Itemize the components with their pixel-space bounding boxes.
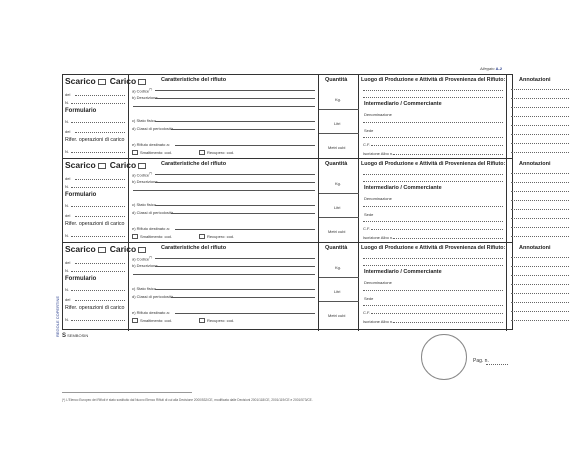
litri-field[interactable] <box>319 301 359 302</box>
iscrizione-field[interactable] <box>393 154 503 155</box>
descrizione-label: b) Descrizione <box>132 95 158 100</box>
litri-field[interactable] <box>319 217 359 218</box>
rifer-n-field[interactable] <box>71 152 125 153</box>
annotazioni-line[interactable] <box>511 173 569 174</box>
annotazioni-line[interactable] <box>511 89 569 90</box>
formulario-del-field[interactable] <box>75 300 125 301</box>
luogo-title: Luogo di Produzione e Attività di Provenienza del Rifiuto: <box>361 77 506 83</box>
destinato-label: e) Rifiuto destinato a: <box>132 226 170 231</box>
denominazione-field[interactable] <box>363 122 503 123</box>
codice-label: a) Codice(*) <box>132 87 153 94</box>
descrizione-field[interactable] <box>155 182 315 183</box>
recupero-checkbox[interactable] <box>199 150 205 155</box>
kg-label: Kg. <box>335 181 342 186</box>
annotazioni-line[interactable] <box>511 152 569 153</box>
luogo-title: Luogo di Produzione e Attività di Provenienza del Rifiuto: <box>361 245 506 251</box>
smaltimento-checkbox[interactable] <box>132 318 138 323</box>
column-divider <box>63 243 129 331</box>
footnote: (*) L'Elenco Europeo dei Rifiuti è stato sostituito dal Nuovo Elenco Rifiuti di cui alla Decisione 2000/532/CE, modificata dalle Decisioni 2001/118/CE, 2001/119/CE e 2001/573/CE. <box>62 398 313 402</box>
scarico-checkbox[interactable] <box>98 163 106 169</box>
stato-fisico-label: c) Stato fisico <box>132 202 157 207</box>
smaltimento-checkbox[interactable] <box>132 234 138 239</box>
intermediario-title: Intermediario / Commerciante <box>364 269 442 275</box>
recupero-option[interactable]: Recupero: cod. <box>199 150 234 155</box>
classi-field[interactable] <box>171 213 315 214</box>
smaltimento-option[interactable]: Smaltimento: cod. <box>132 150 172 155</box>
rifer-n-field[interactable] <box>71 320 125 321</box>
stato-fisico-label: c) Stato fisico <box>132 286 157 291</box>
iscrizione-field[interactable] <box>393 322 503 323</box>
descrizione-label: b) Descrizione <box>132 263 158 268</box>
descrizione-label: b) Descrizione <box>132 179 158 184</box>
stato-fisico-field[interactable] <box>155 289 315 290</box>
descrizione-field[interactable] <box>155 266 315 267</box>
luogo-field[interactable] <box>363 174 503 175</box>
denominazione-label: Denominazione <box>364 196 392 201</box>
formulario-n-field[interactable] <box>71 122 125 123</box>
publisher-logo: S SEMBOSIN <box>62 333 89 339</box>
n-label: N. <box>65 100 69 105</box>
luogo-field-extra[interactable] <box>363 97 503 98</box>
descrizione-field-extra[interactable] <box>133 190 315 191</box>
quantita-title: Quantità <box>325 161 348 167</box>
rifer-title: Rifer. operazioni di carico <box>65 221 125 227</box>
denominazione-field[interactable] <box>363 206 503 207</box>
codice-field[interactable] <box>155 90 315 91</box>
register-entry <box>63 75 551 159</box>
scarico-carico-title: Scarico Carico <box>65 76 146 86</box>
register-entry <box>63 243 551 331</box>
iscrizione-label: Iscrizione Albo n. <box>363 151 394 156</box>
del-field[interactable] <box>75 179 125 180</box>
annotazioni-line[interactable] <box>511 302 569 303</box>
annotazioni-line[interactable] <box>511 227 569 228</box>
kg-field[interactable] <box>319 277 359 278</box>
annotazioni-line[interactable] <box>511 191 569 192</box>
annotazioni-line[interactable] <box>511 98 569 99</box>
kg-label: Kg. <box>335 265 342 270</box>
kg-label: Kg. <box>335 97 342 102</box>
rifer-n-label: N. <box>65 317 69 322</box>
cf-field[interactable] <box>371 313 503 314</box>
luogo-field[interactable] <box>363 258 503 259</box>
kg-field[interactable] <box>319 193 359 194</box>
annotazioni-line[interactable] <box>511 311 569 312</box>
annotazioni-line[interactable] <box>511 284 569 285</box>
sede-label: Sede <box>364 296 374 301</box>
del-field[interactable] <box>75 263 125 264</box>
register-entry <box>63 159 551 243</box>
litri-label: Litri <box>334 289 341 294</box>
smaltimento-checkbox[interactable] <box>132 150 138 155</box>
luogo-field-extra[interactable] <box>363 265 503 266</box>
logo-icon: S <box>62 333 67 339</box>
n-field[interactable] <box>71 103 125 104</box>
formulario-del-label: del <box>65 297 71 302</box>
formulario-del-label: del <box>65 129 71 134</box>
formulario-del-label: del <box>65 213 71 218</box>
classi-label: d) Classi di pericolosità <box>132 126 174 131</box>
annotazioni-line[interactable] <box>511 218 569 219</box>
classi-label: d) Classi di pericolosità <box>132 210 174 215</box>
sede-field[interactable] <box>363 137 503 138</box>
del-label: del <box>65 260 71 265</box>
recupero-checkbox[interactable] <box>199 234 205 239</box>
formulario-title: Formulario <box>65 276 97 282</box>
kg-field[interactable] <box>319 109 359 110</box>
allegato-label: Allegato A-2 <box>480 66 503 71</box>
cf-label: C.F. <box>363 226 371 231</box>
side-label: REGOLE COPERTINE <box>55 296 60 338</box>
denominazione-label: Denominazione <box>364 280 392 285</box>
stamp-circle <box>421 334 467 380</box>
annotazioni-line[interactable] <box>511 134 569 135</box>
smaltimento-option[interactable]: Smaltimento: cod. <box>132 234 172 239</box>
codice-field[interactable] <box>155 258 315 259</box>
luogo-field[interactable] <box>363 90 503 91</box>
annotazioni-line[interactable] <box>511 236 569 237</box>
sede-label: Sede <box>364 128 374 133</box>
column-divider <box>359 243 507 331</box>
sede-field[interactable] <box>363 305 503 306</box>
rifer-title: Rifer. operazioni di carico <box>65 305 125 311</box>
iscrizione-label: Iscrizione Albo n. <box>363 235 394 240</box>
codice-label: a) Codice(*) <box>132 171 153 178</box>
descrizione-field-extra[interactable] <box>133 106 315 107</box>
denominazione-label: Denominazione <box>364 112 392 117</box>
annotazioni-title: Annotazioni <box>519 245 551 251</box>
del-field[interactable] <box>75 95 125 96</box>
annotazioni-line[interactable] <box>511 143 569 144</box>
annotazioni-line[interactable] <box>511 209 569 210</box>
annotazioni-title: Annotazioni <box>519 77 551 83</box>
recupero-checkbox[interactable] <box>199 318 205 323</box>
footnote-divider <box>62 392 192 393</box>
cf-field[interactable] <box>371 145 503 146</box>
scarico-carico-title: Scarico Carico <box>65 244 146 254</box>
n-label: N. <box>65 268 69 273</box>
rifer-n-label: N. <box>65 149 69 154</box>
column-divider <box>63 75 129 158</box>
annotazioni-title: Annotazioni <box>519 161 551 167</box>
carico-checkbox[interactable] <box>138 163 146 169</box>
annotazioni-line[interactable] <box>511 275 569 276</box>
recupero-option[interactable]: Recupero: cod. <box>199 318 234 323</box>
annotazioni-line[interactable] <box>511 182 569 183</box>
metri-cubi-label: Metri cubi <box>328 229 346 234</box>
scarico-carico-title: Scarico Carico <box>65 160 146 170</box>
destinato-field[interactable] <box>175 313 315 314</box>
cf-label: C.F. <box>363 142 371 147</box>
iscrizione-label: Iscrizione Albo n. <box>363 319 394 324</box>
caratteristiche-title: Caratteristiche del rifiuto <box>161 77 227 83</box>
classi-field[interactable] <box>171 129 315 130</box>
formulario-n-field[interactable] <box>71 206 125 207</box>
quantita-title: Quantità <box>325 77 348 83</box>
metri-cubi-label: Metri cubi <box>328 313 346 318</box>
annotazioni-line[interactable] <box>511 257 569 258</box>
cf-label: C.F. <box>363 310 371 315</box>
descrizione-field[interactable] <box>155 98 315 99</box>
formulario-del-field[interactable] <box>75 132 125 133</box>
sede-field[interactable] <box>363 221 503 222</box>
smaltimento-option[interactable]: Smaltimento: cod. <box>132 318 172 323</box>
intermediario-title: Intermediario / Commerciante <box>364 185 442 191</box>
quantita-title: Quantità <box>325 245 348 251</box>
iscrizione-field[interactable] <box>393 238 503 239</box>
rifer-title: Rifer. operazioni di carico <box>65 137 125 143</box>
carico-checkbox[interactable] <box>138 247 146 253</box>
annotazioni-line[interactable] <box>511 107 569 108</box>
rifer-n-field[interactable] <box>71 236 125 237</box>
n-field[interactable] <box>71 187 125 188</box>
recupero-option[interactable]: Recupero: cod. <box>199 234 234 239</box>
annotazioni-line[interactable] <box>511 320 569 321</box>
scarico-checkbox[interactable] <box>98 79 106 85</box>
stato-fisico-label: c) Stato fisico <box>132 118 157 123</box>
sede-label: Sede <box>364 212 374 217</box>
formulario-n-field[interactable] <box>71 290 125 291</box>
n-field[interactable] <box>71 271 125 272</box>
stato-fisico-field[interactable] <box>155 205 315 206</box>
annotazioni-line[interactable] <box>511 200 569 201</box>
column-divider <box>63 159 129 242</box>
litri-label: Litri <box>334 121 341 126</box>
litri-label: Litri <box>334 205 341 210</box>
luogo-title: Luogo di Produzione e Attività di Provenienza del Rifiuto: <box>361 161 506 167</box>
formulario-title: Formulario <box>65 192 97 198</box>
page-number-field[interactable] <box>486 364 508 365</box>
rifer-n-label: N. <box>65 233 69 238</box>
formulario-n-label: N. <box>65 119 69 124</box>
caratteristiche-title: Caratteristiche del rifiuto <box>161 161 227 167</box>
metri-cubi-label: Metri cubi <box>328 145 346 150</box>
destinato-label: e) Rifiuto destinato a: <box>132 142 170 147</box>
intermediario-title: Intermediario / Commerciante <box>364 101 442 107</box>
annotazioni-line[interactable] <box>511 116 569 117</box>
register-form <box>62 74 551 330</box>
formulario-title: Formulario <box>65 108 97 114</box>
annotazioni-line[interactable] <box>511 125 569 126</box>
descrizione-field-extra[interactable] <box>133 274 315 275</box>
caratteristiche-title: Caratteristiche del rifiuto <box>161 245 227 251</box>
stato-fisico-field[interactable] <box>155 121 315 122</box>
annotazioni-line[interactable] <box>511 266 569 267</box>
classi-field[interactable] <box>171 297 315 298</box>
cf-field[interactable] <box>371 229 503 230</box>
formulario-del-field[interactable] <box>75 216 125 217</box>
destinato-field[interactable] <box>175 145 315 146</box>
del-label: del <box>65 92 71 97</box>
codice-field[interactable] <box>155 174 315 175</box>
classi-label: d) Classi di pericolosità <box>132 294 174 299</box>
scarico-checkbox[interactable] <box>98 247 106 253</box>
n-label: N. <box>65 184 69 189</box>
denominazione-field[interactable] <box>363 290 503 291</box>
luogo-field-extra[interactable] <box>363 181 503 182</box>
formulario-n-label: N. <box>65 287 69 292</box>
del-label: del <box>65 176 71 181</box>
codice-label: a) Codice(*) <box>132 255 153 262</box>
page-number-label: Pag. n. <box>473 358 489 364</box>
annotazioni-line[interactable] <box>511 293 569 294</box>
carico-checkbox[interactable] <box>138 79 146 85</box>
destinato-field[interactable] <box>175 229 315 230</box>
formulario-n-label: N. <box>65 203 69 208</box>
litri-field[interactable] <box>319 133 359 134</box>
destinato-label: e) Rifiuto destinato a: <box>132 310 170 315</box>
